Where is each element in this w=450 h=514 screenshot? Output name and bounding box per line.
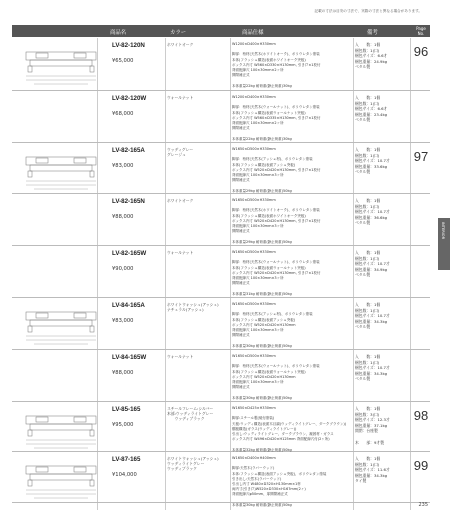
notes-list xyxy=(355,198,410,226)
model-name: LV-82-165N xyxy=(112,198,145,205)
spec-line: 脚部：桁材(天然木(ホワイトオーク)、ポリウレタン塗装 xyxy=(232,52,320,57)
product-row xyxy=(12,143,430,194)
header-notes: 備考 xyxy=(367,30,378,36)
spec-line: 開閉補正式 xyxy=(232,229,250,234)
model-name: LV-82-120N xyxy=(112,42,145,49)
note-line: 梱包重量：23.4kg xyxy=(355,111,388,117)
color-name: ウォールナット xyxy=(167,250,194,255)
spec-line: 脚部:天然木(ラバーウッド) xyxy=(232,466,275,471)
spec-list xyxy=(232,198,352,245)
note-line: 入 数：1個 xyxy=(355,198,381,203)
price: ¥68,000 xyxy=(112,111,134,117)
note-line: 梱包重量：37.1kg xyxy=(355,422,388,428)
note-line: 梱包数：1(口) xyxy=(355,100,380,106)
color-name: ホワイトオーク xyxy=(167,42,194,47)
spec-line: 引出し内寸 W480×D320×H130mm×1杯 xyxy=(232,482,301,486)
note-line: 梱包サイズ：6.6才 xyxy=(355,53,388,59)
spec-line: 本体重量29kg 耐荷重(静止荷重)50kg xyxy=(232,188,292,193)
note-line: ベタル製 xyxy=(355,272,371,278)
note-line: 梱包サイズ：10.7才 xyxy=(355,158,390,164)
product-row xyxy=(12,298,430,350)
note-line: 梱包重量：34.3kg xyxy=(355,318,388,324)
dimension-drawing xyxy=(16,458,106,506)
spec-line: 開閉補正式 xyxy=(232,73,250,78)
spec-line: 本体重量30kg 耐荷重(静止荷重)50kg xyxy=(232,343,292,348)
spec-line: 本体重量22kg 耐荷重(静止荷重)30kg xyxy=(232,83,292,88)
spec-line: 本体:フラッシュ構造(表面アッシュ突板)、ポリウレタン塗装 xyxy=(232,471,327,476)
spec-line: 脚部：桁材(天然木(ウォールナット)、ポリウレタン塗装 xyxy=(232,105,320,110)
spec-line: ボックス内寸 W520×D420×H130mm xyxy=(232,374,296,379)
note-line: ベタル製 xyxy=(355,117,371,123)
spec-list xyxy=(232,456,352,508)
note-line: 入 数：1個 xyxy=(355,42,381,47)
price: ¥95,000 xyxy=(112,422,134,428)
spec-line: 背面配線穴 100×30mm×3ヶ所 xyxy=(232,224,284,228)
notes-list xyxy=(355,95,410,123)
spec-line: 本体(フラッシュ構造(表面ウォールナット突板) xyxy=(232,369,306,374)
note-line: 梱包数：1(口) xyxy=(355,461,380,467)
note-line: 梱包数：1(口) xyxy=(355,359,380,365)
spec-line: ボックス内寸 W496×D420×H125mm 背面配線穴付(2ヶ所) xyxy=(232,437,330,442)
note-line: 梱包重量：33.6kg xyxy=(355,163,388,169)
note-line: 入 数：1個 xyxy=(355,250,381,255)
price: ¥104,000 xyxy=(112,472,137,478)
price: ¥88,000 xyxy=(112,214,134,220)
note-line: 梱包サイズ：12.3才 xyxy=(355,417,390,423)
spec-list xyxy=(232,147,352,194)
product-row xyxy=(12,402,430,452)
note-line: 梱包サイズ：6.6才 xyxy=(355,106,388,112)
top-note: 記載の寸法は目安の寸法で、実際の寸法と異なる場合があります。 xyxy=(314,9,422,13)
spec-line: 開閉補正式 xyxy=(232,385,250,390)
note-line: 入 数：1個 xyxy=(355,302,381,307)
spec-line: 背面配線穴 100×30mm×3ヶ所 xyxy=(232,173,284,177)
spec-line: 脚部：桁材(天然木(ホワイトオーク)、ポリウレタン塗装 xyxy=(232,208,320,213)
spec-line: ボックス内寸 W520×D420×H130mm xyxy=(232,322,296,327)
spec-line: 本体重量31kg 耐荷重(静止荷重)50kg xyxy=(232,291,292,296)
product-row xyxy=(12,246,430,298)
spec-line: 引出し:ウッディライトグレー、ダークブラウン、凝固材・ガラス xyxy=(232,432,334,436)
header-product: 商品名 xyxy=(110,30,127,36)
spec-line: W1650×D500×H330mm xyxy=(232,147,276,151)
spec-line: 背面配線穴 100×30mm×3ヶ所 xyxy=(232,328,284,332)
note-line: 梱包数：3(口) xyxy=(355,411,380,417)
spec-line: W1650×D425×H330mm xyxy=(232,406,276,410)
note-line: 梱包サイズ：10.7才 xyxy=(355,209,390,215)
spec-list xyxy=(232,95,352,142)
dimension-drawing xyxy=(16,304,106,352)
spec-line: 本体重量30kg 耐荷重(静止荷重)50kg xyxy=(232,395,292,400)
spec-line: 本体(フラッシュ構造(表面ウォールナット突板) xyxy=(232,110,306,115)
notes-list xyxy=(355,147,410,175)
note-line: 梱包数：1(口) xyxy=(355,255,380,261)
note-line: 入 数：1個 xyxy=(355,354,381,359)
note-line: ベタル製 xyxy=(355,376,371,382)
model-name: LV-84-165A xyxy=(112,302,145,309)
notes-list xyxy=(355,42,410,70)
spec-line: 開閉補正式 xyxy=(232,126,250,131)
dimension-drawing xyxy=(16,149,106,197)
spec-line: 本体重量22kg 耐荷重(静止荷重)30kg xyxy=(232,136,292,141)
note-line: 入 数：1個 xyxy=(355,147,381,152)
note-line: 梱包重量：34.3kg xyxy=(355,472,388,478)
spec-line: 本体(フラッシュ構造(表面ホワイトオーク突板) xyxy=(232,213,306,218)
spec-line: 背面配線穴 100×30mm×3ヶ所 xyxy=(232,276,284,280)
spec-list xyxy=(232,250,352,297)
note-line: ベタル製 xyxy=(355,324,371,330)
spec-line: 脚部：桁材(天然木(アッシュ材)、ポリウレタン塗装 xyxy=(232,312,313,317)
spec-line: 本体(フラッシュ構造(表面ホワイトオーク突板) xyxy=(232,57,306,62)
color-name: スチールフレーム:シルバー 木部:ウッディライトグレー ウッディブラック xyxy=(167,406,214,421)
spec-line: W1650×D500×H330mm xyxy=(232,302,276,306)
spec-list xyxy=(232,406,352,453)
page-ref: 98 xyxy=(413,408,429,423)
note-line: ベタル製 xyxy=(355,220,371,226)
note-line: ベタル製 xyxy=(355,64,371,70)
spec-line: 背面配線穴 100×30mm×3ヶ所 xyxy=(232,380,284,384)
spec-line: 開閉補正式 xyxy=(232,281,250,286)
spec-line: 開閉補正式 xyxy=(232,178,250,183)
note-line: 梱包数：1(口) xyxy=(355,47,380,53)
spec-line: 本体重量32kg 耐荷重(静止荷重)50kg xyxy=(232,447,292,452)
note-line: 入 数：1個 xyxy=(355,456,381,461)
note-line: 梱包サイズ：10.7才 xyxy=(355,365,390,371)
spec-list xyxy=(232,42,352,89)
price: ¥90,000 xyxy=(112,266,134,272)
spec-line: 脚部:スチール製(焼付塗装) xyxy=(232,416,275,421)
model-name: LV-87-165 xyxy=(112,456,141,463)
spec-line: W1200×D400×H330mm xyxy=(232,42,276,46)
product-row xyxy=(12,38,430,91)
spec-line: 本体(フラッシュ構造(表面アッシュ突板) xyxy=(232,317,296,322)
product-row xyxy=(12,350,430,402)
spec-list xyxy=(232,302,352,349)
table-header xyxy=(12,25,430,37)
spec-line: ボックス内寸 W520×D420×H130mm, 引き戸×1枚付 xyxy=(232,270,321,275)
model-name: LV-82-165W xyxy=(112,250,147,257)
spec-line: 脚部：桁材(天然木(ウォールナット)、ポリウレタン塗装 xyxy=(232,364,320,369)
dimension-drawing xyxy=(16,408,106,456)
spec-line: W1650×D500×H330mm xyxy=(232,198,276,202)
side-tab[interactable]: INTERIOR xyxy=(438,218,450,270)
notes-list xyxy=(355,354,410,382)
page-ref: 97 xyxy=(413,149,429,164)
note-line: 木 部：9才製 xyxy=(355,439,384,445)
spec-line: 棚板構造(ガラス(ウッディライトグレー)) xyxy=(232,426,297,431)
spec-line: ボックス内寸 W520×D420×H130mm, 引き戸×1枚付 xyxy=(232,218,321,223)
price: ¥65,000 xyxy=(112,58,134,64)
note-line: 梱包サイズ：10.7才 xyxy=(355,313,390,319)
page-ref: 96 xyxy=(413,44,429,59)
color-name: ホワイトウォッシュ(アッシュ) ウッディライトグレー ウッディブラック xyxy=(167,456,219,471)
note-line: 梱包数：1(口) xyxy=(355,152,380,158)
spec-line: ボックス内寸 W560×D330×H130mm, 引き戸×1枚付 xyxy=(232,62,321,67)
model-name: LV-84-165W xyxy=(112,354,147,361)
color-name: ホワイトウォッシュ(アッシュ) ナチュラル(アッシュ) xyxy=(167,302,219,312)
note-line: ベタル製 xyxy=(355,169,371,175)
note-line: 梱包サイズ：10.7才 xyxy=(355,261,390,267)
note-line: 入 数：1個 xyxy=(355,95,381,100)
color-name: ウッディグレー グレージュ xyxy=(167,147,194,157)
note-line: 梱包重量：36.6kg xyxy=(355,214,388,220)
model-name: LV-82-165A xyxy=(112,147,145,154)
spec-line: W1650×D500×H330mm xyxy=(232,250,276,254)
spec-line: ボックス内寸 W520×D420×H130mm, 引き戸×1枚付 xyxy=(232,167,321,172)
price: ¥83,000 xyxy=(112,318,134,324)
color-name: ウォールナット xyxy=(167,354,194,359)
header-spec: 商品仕様 xyxy=(242,30,264,36)
page-ref: 99 xyxy=(413,458,429,473)
notes-list xyxy=(355,302,410,330)
product-row xyxy=(12,91,430,143)
spec-line: 本体(フラッシュ構造(表面ウォールナット突板) xyxy=(232,265,306,270)
spec-line: 本体(フラッシュ構造(表面アッシュ突板) xyxy=(232,162,296,167)
notes-list xyxy=(355,406,410,445)
spec-line: 背面配線穴φ50mm、扉開閉補正式 xyxy=(232,492,288,497)
note-line: タイ製 xyxy=(355,478,367,484)
price: ¥88,000 xyxy=(112,370,134,376)
header-page: Page No. xyxy=(416,26,426,36)
note-line: 梱包数：1(口) xyxy=(355,203,380,209)
dimension-drawing xyxy=(16,44,106,92)
note-line: 入 数：1個 xyxy=(355,406,381,411)
spec-line: W1650×D500×H330mm xyxy=(232,354,276,358)
spec-line: 天板:ウッディ構造(表面木目調(ウッディライトグレー、ダークブラウン)) xyxy=(232,421,347,426)
note-line: 梱包重量：34.3kg xyxy=(355,370,388,376)
note-line: 梱包サイズ：11.6才 xyxy=(355,467,390,473)
spec-line: 背面配線穴 100×30mm×2ヶ所 xyxy=(232,68,284,72)
page-number: 235 xyxy=(418,502,428,508)
note-line: 開閉：台座製 xyxy=(355,428,378,434)
spec-list xyxy=(232,354,352,401)
color-name: ホワイトオーク xyxy=(167,198,194,203)
color-name: ウォールナット xyxy=(167,95,194,100)
model-name: LV-82-120W xyxy=(112,95,147,102)
spec-line: 脚部：桁材(天然木(アッシュ材)、ポリウレタン塗装 xyxy=(232,157,313,162)
spec-line: 脚部：桁材(天然木(ウォールナット)、ポリウレタン塗装 xyxy=(232,260,320,265)
spec-line: W1200×D400×H330mm xyxy=(232,95,276,99)
note-line: 梱包数：1(口) xyxy=(355,307,380,313)
spec-line: 本体重量30kg 耐荷重(静止荷重)50kg xyxy=(232,502,292,507)
product-row xyxy=(12,194,430,246)
note-line: 梱包重量：24.9kg xyxy=(355,58,388,64)
spec-line: 両内寸(引き戸)W520×D330×H167mm(2ヶ) xyxy=(232,487,306,492)
note-line: 梱包重量：34.9kg xyxy=(355,266,388,272)
spec-line: W1650×D400×H400mm xyxy=(232,456,276,460)
header-color: カラー xyxy=(170,30,187,36)
model-name: LV-85-165 xyxy=(112,406,141,413)
spec-line: 引き出し:天然木(ラバーウッド) xyxy=(232,476,282,481)
spec-line: 背面配線穴 100×30mm×2ヶ所 xyxy=(232,121,284,125)
notes-list xyxy=(355,250,410,278)
price: ¥83,000 xyxy=(112,163,134,169)
notes-list xyxy=(355,456,410,484)
spec-line: 本体重量29kg 耐荷重(静止荷重)50kg xyxy=(232,239,292,244)
spec-line: 開閉補正式 xyxy=(232,333,250,338)
spec-line: ボックス内寸 W560×D335×H130mm, 引き戸×1枚付 xyxy=(232,115,321,120)
